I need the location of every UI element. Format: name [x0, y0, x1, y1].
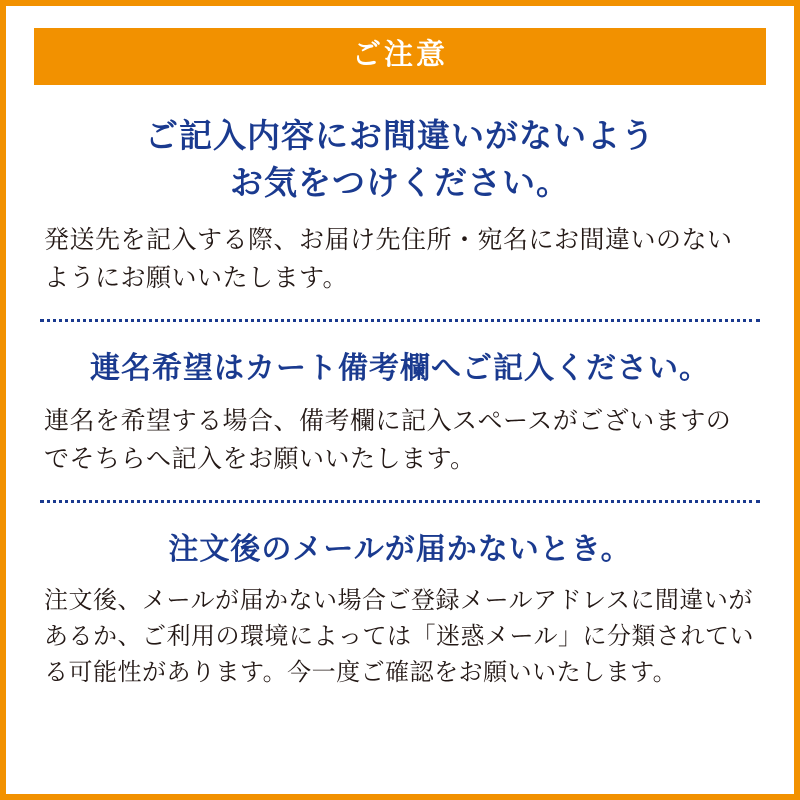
section-title-mail: 注文後のメールが届かないとき。 [168, 532, 632, 566]
section-divider-1 [40, 319, 760, 322]
notice-inner [6, 6, 794, 794]
notice-section-mail [34, 529, 766, 691]
notice-header-band: ご注意 [34, 28, 766, 85]
notice-section-address [34, 113, 766, 297]
section-divider-2 [40, 500, 760, 503]
section-title-address [44, 113, 756, 207]
notice-section-joint-name [34, 348, 766, 478]
section-title-joint-name: 連名希望はカート備考欄へご記入ください。 [90, 351, 710, 385]
section-body-joint-name: 連名を希望する場合、備考欄に記入スペースがございますのでそちらへ記入をお願いいたします。 [44, 406, 732, 473]
section-title-address-line1: ご記入内容にお間違いがないよう [145, 117, 655, 155]
section-body-address: 発送先を記入する際、お届け先住所・宛名にお間違いのないようにお願いいたします。 [44, 225, 733, 292]
section-body-mail: 注文後、メールが届かない場合ご登録メールアドレスに間違いがあるか、ご利用の環境によっては「迷惑メール」に分類されている可能性があります。今一度ご確認をお願いいたします。 [44, 586, 755, 686]
section-title-address-line2: お気をつけください。 [230, 163, 570, 201]
